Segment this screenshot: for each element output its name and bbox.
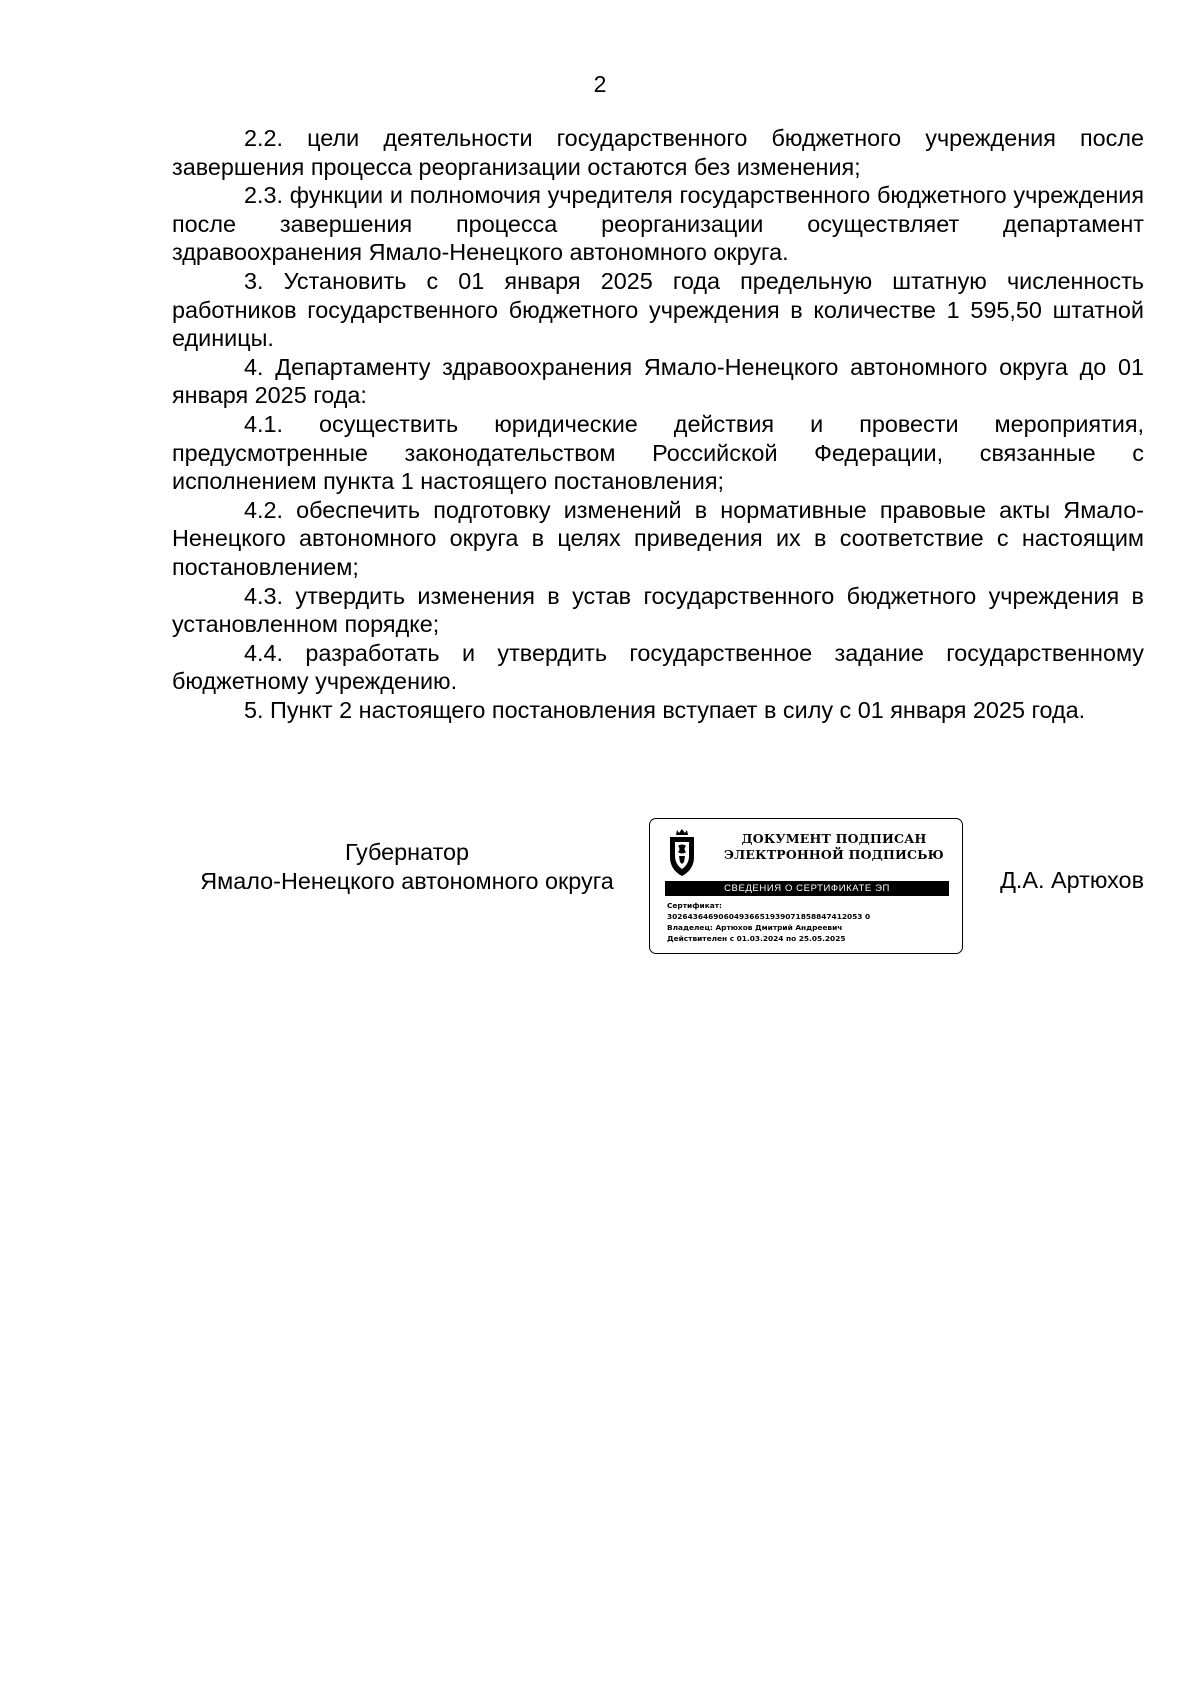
paragraph-2-2: 2.2. цели деятельности государственного бюджетного учреждения после завершения процесса реорганизации остаются без изменения; [172, 125, 1144, 180]
paragraph-4: 4. Департаменту здравоохранения Ямало-Ненецкого автономного округа до 01 января 2025 года: [172, 353, 1144, 409]
paragraph-4-2: 4.2. обеспечить подготовку изменений в нормативные правовые акты Ямало-Ненецкого автономного округа в целях приведения их в соответствие с настоящим постановлением; [172, 496, 1144, 580]
paragraph-4-1: 4.1. осуществить юридические действия и провести мероприятия, предусмотренные законодательством Российской Федерации, связанные с исполнением пункта 1 настоящего постановления; [172, 410, 1144, 495]
page-number: 2 [593, 71, 607, 97]
signer-title [172, 838, 642, 895]
stamp-heading-line1: ДОКУМЕНТ ПОДПИСАН [741, 831, 927, 846]
certificate-label: Сертификат: [667, 901, 722, 910]
certificate-owner: Владелец: Артюхов Дмитрий Андреевич [667, 923, 843, 932]
paragraph-3: 3. Установить с 01 января 2025 года предельную штатную численность работников государственного бюджетного учреждения в количестве 1 595,50 штатной единицы. [172, 267, 1144, 352]
paragraph-2-3: 2.3. функции и полномочия учредителя государственного бюджетного учреждения после завершения процесса реорганизации осуществляет департамент здравоохранения Ямало-Ненецкого автономного округа. [172, 182, 1144, 266]
certificate-validity: Действителен с 01.03.2024 по 25.05.2025 [667, 934, 846, 943]
signer-title-line2: Ямало-Ненецкого автономного округа [200, 867, 614, 894]
document-body [172, 124, 1144, 724]
yamal-coat-of-arms-icon [666, 827, 698, 879]
paragraph-4-4: 4.4. разработать и утвердить государственное задание государственному бюджетному учреждению. [172, 639, 1144, 695]
stamp-heading [712, 831, 956, 863]
stamp-heading-line2: ЭЛЕКТРОННОЙ ПОДПИСЬЮ [724, 847, 944, 862]
certificate-details [667, 900, 957, 944]
paragraph-4-3: 4.3. утвердить изменения в устав государственного бюджетного учреждения в установленном порядке; [172, 582, 1144, 638]
certificate-info-bar: СВЕДЕНИЯ О СЕРТИФИКАТЕ ЭП [665, 881, 949, 896]
signature-block [0, 818, 1200, 978]
signer-name: Д.А. Артюхов [1000, 867, 1144, 893]
paragraph-5: 5. Пункт 2 настоящего постановления вступает в силу с 01 января 2025 года. [244, 696, 1086, 723]
certificate-number: 30264364690604936651939071858847412053 0 [667, 912, 871, 921]
signer-title-line1: Губернатор [344, 839, 470, 865]
electronic-signature-stamp [649, 818, 963, 954]
